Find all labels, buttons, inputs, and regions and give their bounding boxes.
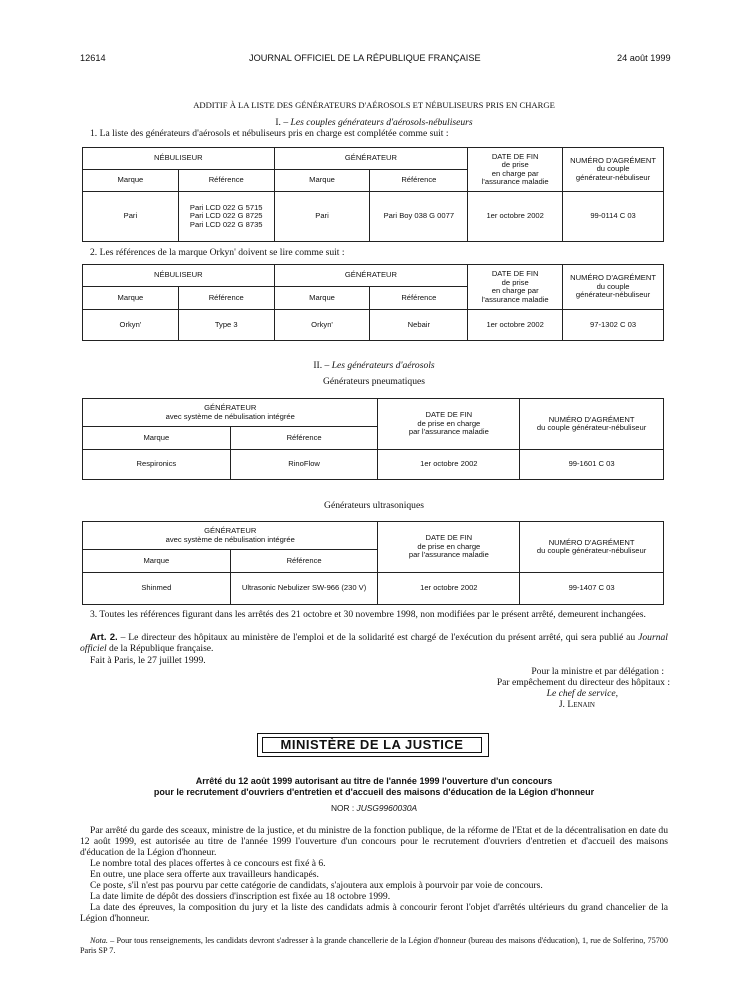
journal-officiel-ref: Journal officiel [80,632,668,654]
cell-date: 1er octobre 2002 [378,450,520,480]
body-paragraph: Le nombre total des places offertes à ce concours est fixé à 6. [90,858,326,869]
col-agrement: NUMÉRO D'AGRÉMENT du couple générateur-nébuliseur [520,522,664,573]
fait-a-paris: Fait à Paris, le 27 juillet 1999. [90,655,206,666]
table-couples-1 [82,147,664,242]
cell-agrement: 97-1302 C 03 [563,310,664,341]
article-2-text-a: – Le directeur des hôpitaux au ministère de l'emploi et de la solidarité est chargé de l'exécution du présent arrêté, qui sera publié au [117,632,639,643]
section-2-number: II. – [313,360,330,371]
cell-gen-marque: Pari [274,192,370,242]
cell-neb-marque: Orkyn' [83,310,179,341]
table-row [83,192,664,242]
nor-code: JUSG9960030A [356,803,418,813]
nor-label: NOR : [330,803,355,813]
additif-title: ADDITIF À LA LISTE DES GÉNÉRATEURS D'AÉROSOLS ET NÉBULISEURS PRIS EN CHARGE [193,100,555,110]
sub-marque: Marque [83,427,231,450]
cell-neb-marque: Pari [83,192,179,242]
signature-name: J. Lenain [558,699,595,710]
cell-gen-reference: Pari Boy 038 G 0077 [370,192,468,242]
page-number: 12614 [80,53,106,63]
col-agrement: NUMÉRO D'AGRÉMENT du couple générateur-nébuliseur [563,265,664,310]
cell-agrement: 99-0114 C 03 [563,192,664,242]
section-1-number: I. – [275,117,289,128]
sub-marque: Marque [83,550,231,573]
section-2-heading [80,360,668,371]
sub-marque: Marque [274,287,370,310]
table-ultrasoniques [82,521,664,605]
nota-label: Nota. [90,936,108,945]
cell-date: 1er octobre 2002 [378,573,520,605]
table-row [83,573,664,605]
col-agrement: NUMÉRO D'AGRÉMENT du couple générateur-nébuliseur [520,399,664,450]
col-generateur: GÉNÉRATEUR [274,265,468,287]
cell-reference: RinoFlow [230,450,378,480]
ministere-title: MINISTÈRE DE LA JUSTICE [262,737,482,753]
sub-marque: Marque [274,170,370,192]
cell-agrement: 99-1601 C 03 [520,450,664,480]
col-generateur: GÉNÉRATEUR avec système de nébulisation intégrée [83,399,378,427]
arrete-title-line-2: pour le recrutement d'ouvriers d'entretien et d'accueil des maisons d'éducation de la Légion d'honneur [153,786,595,797]
nor-line [80,803,668,814]
section-2-title: Les générateurs d'aérosols [331,360,435,371]
sub-reference: Référence [370,170,468,192]
nota-text: – Pour tous renseignements, les candidats devront s'adresser à la grande chancellerie de la Légion d'honneur (bureau des maisons d'éducation), 1, rue de Solferino, 75700 Paris SP 7. [80,936,668,955]
sub-reference: Référence [178,170,274,192]
body-paragraph: La date des épreuves, la composition du jury et la liste des candidats admis à concourir feront l'objet d'arrêtés ultérieurs du grand chancelier de la Légion d'honneur. [80,902,668,924]
body-paragraph: En outre, une place sera offerte aux travailleurs handicapés. [90,869,319,880]
paragraph-1: 1. La liste des générateurs d'aérosols et nébuliseurs pris en charge est complétée comme suit : [90,128,449,139]
col-nebuliseur: NÉBULISEUR [83,265,275,287]
col-date-fin: DATE DE FIN de prise en charge par l'assurance maladie [378,399,520,450]
issue-date: 24 août 1999 [617,53,671,63]
section-1-title: Les couples générateurs d'aérosols-nébuliseurs [290,117,473,128]
col-date-fin: DATE DE FIN de prise en charge par l'assurance maladie [468,148,563,192]
cell-neb-references: Pari LCD 022 G 5715 Pari LCD 022 G 8725 Pari LCD 022 G 8735 [178,192,274,242]
col-generateur: GÉNÉRATEUR [274,148,468,170]
col-generateur: GÉNÉRATEUR avec système de nébulisation intégrée [83,522,378,550]
sub-reference: Référence [230,550,378,573]
cell-gen-marque: Orkyn' [274,310,370,341]
col-date-fin: DATE DE FIN de prise en charge par l'assurance maladie [468,265,563,310]
cell-neb-reference: Type 3 [178,310,274,341]
cell-date: 1er octobre 2002 [468,310,563,341]
body-paragraph: La date limite de dépôt des dossiers d'inscription est fixée au 18 octobre 1999. [90,891,391,902]
table-pneumatiques [82,398,664,480]
col-date-fin: DATE DE FIN de prise en charge par l'assurance maladie [378,522,520,573]
cell-date: 1er octobre 2002 [468,192,563,242]
article-2-label: Art. 2. [90,632,118,643]
sub-reference: Référence [230,427,378,450]
signature-line-2: Par empêchement du directeur des hôpitaux : [496,677,670,688]
cell-reference: Ultrasonic Nebulizer SW-966 (230 V) [230,573,378,605]
col-nebuliseur: NÉBULISEUR [83,148,275,170]
pneumatiques-label: Générateurs pneumatiques [322,376,426,387]
cell-gen-reference: Nebair [370,310,468,341]
table-row [83,310,664,341]
cell-marque: Shinmed [83,573,231,605]
body-paragraph: Ce poste, s'il n'est pas pourvu par cette catégorie de candidats, s'ajoutera aux emplois à pourvoir par voie de concours. [90,880,543,891]
sub-reference: Référence [178,287,274,310]
col-agrement: NUMÉRO D'AGRÉMENT du couple générateur-nébuliseur [563,148,664,192]
section-1-heading [80,117,668,128]
article-2-text-b: de la République française. [106,643,214,654]
arrete-title [80,776,668,797]
paragraph-3: 3. Toutes les références figurant dans les arrêtés des 21 octobre et 30 novembre 1998, non modifiées par le présent arrêté, demeurent inchangées. [90,609,646,620]
sub-marque: Marque [83,170,179,192]
table-couples-2 [82,264,664,341]
signature-block [440,666,670,710]
article-2 [80,632,668,654]
ultrasoniques-label: Générateurs ultrasoniques [324,500,424,511]
signature-line-3: Le chef de service, [546,688,618,699]
table-row [83,450,664,480]
journal-title: JOURNAL OFFICIEL DE LA RÉPUBLIQUE FRANÇAISE [249,53,481,63]
sub-marque: Marque [83,287,179,310]
arrete-title-line-1: Arrêté du 12 août 1999 autorisant au titre de l'année 1999 l'ouverture d'un concours [195,776,553,786]
sub-reference: Référence [370,287,468,310]
arrete-body [80,825,668,924]
body-paragraph: Par arrêté du garde des sceaux, ministre de la justice, et du ministre de la fonction publique, de la réforme de l'Etat et de la décentralisation en date du 12 août 1999, est autorisée au titre de l'année 1999 l'ouverture d'un concours pour le recrutement d'ouvriers d'entretien et d'accueil des maisons d'éducation de la Légion d'honneur. [80,825,668,858]
paragraph-2: 2. Les références de la marque Orkyn' doivent se lire comme suit : [90,247,345,258]
cell-marque: Respironics [83,450,231,480]
signature-line-1: Pour la ministre et par délégation : [531,666,664,677]
cell-agrement: 99-1407 C 03 [520,573,664,605]
nota [80,936,668,956]
